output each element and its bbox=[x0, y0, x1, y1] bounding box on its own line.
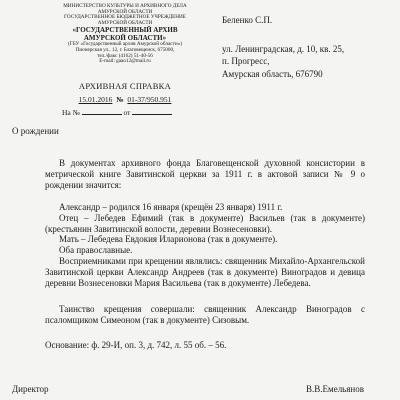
faith-line: Оба православные. bbox=[59, 245, 133, 255]
clergy-paragraph: Таинство крещения совершали: священник Александр Виноградов с псаломщиком Симеоном (так в документе) Сизовым. bbox=[45, 304, 365, 325]
letterhead-institution-type: ГОСУДАРСТВЕННОЕ БЮДЖЕТНОЕ УЧРЕЖДЕНИЕ bbox=[64, 14, 186, 21]
na-blank bbox=[82, 107, 122, 115]
signature-name: В.В.Емельянов bbox=[306, 384, 364, 394]
document-title: АРХИВНАЯ СПРАВКА bbox=[78, 81, 172, 91]
document-number: 01-37/950.951 bbox=[127, 95, 172, 104]
recipient-region: Амурская область, 676790 bbox=[222, 68, 323, 79]
recipient-name: Беленко С.П. bbox=[222, 15, 273, 25]
letterhead-institution-region: АМУРСКОЙ ОБЛАСТИ bbox=[97, 19, 153, 26]
child-line: Александр – родился 16 января (крещён 23 января) 1911 г. bbox=[59, 202, 283, 212]
father-line: Отец – Лебедев Ефимий (так в документе) Васильев (так в документе) (крестьянин Завитинской волости, деревни Вознесеновки). bbox=[45, 213, 365, 234]
subject: О рождении bbox=[12, 126, 59, 136]
from-blank bbox=[132, 107, 172, 115]
godparents-paragraph: Восприемниками при крещении являлись: священник Михайло-Архангельской Завитинской церкви Александр Андреев (так в документе) Виноградов и девица деревни Вознесеновки Мария Васильева (так в документе) Лебедева. bbox=[45, 256, 365, 288]
letterhead-archive-name: «ГОСУДАРСТВЕННЫЙ АРХИВ bbox=[72, 26, 178, 35]
from-label: от bbox=[123, 108, 131, 117]
recipient-block bbox=[222, 14, 392, 80]
basis-line: Основание: ф. 29-И, оп. 3, д. 742, л. 55 об. – 56. bbox=[45, 340, 227, 350]
mother-line: Мать – Лебедева Евдокия Иларионова (так в документе). bbox=[59, 234, 278, 244]
letterhead-archive-region: АМУРСКОЙ ОБЛАСТИ» bbox=[83, 34, 167, 43]
registration-line bbox=[55, 95, 195, 104]
document-date: 15.01.2016 bbox=[78, 95, 113, 104]
intro-paragraph: В документах архивного фонда Благовещенской духовной консистории в метрической книге Завитинской церкви за 1911 г. в актовой записи № 9 о рождении значится: bbox=[45, 158, 365, 190]
reference-line bbox=[62, 107, 192, 117]
recipient-city: п. Прогресс, bbox=[222, 56, 270, 66]
letterhead bbox=[55, 4, 195, 65]
letterhead-phone: тел./факс (4162) 51-40-56 bbox=[97, 52, 153, 59]
number-label: № bbox=[116, 95, 124, 104]
letterhead-email: E-mail: gaao12@mail.ru bbox=[99, 58, 151, 65]
signature-position: Директор bbox=[12, 384, 49, 394]
letterhead-ministry: МИНИСТЕРСТВО КУЛЬТУРЫ И АРХИВНОГО ДЕЛА bbox=[63, 3, 187, 9]
recipient-street: ул. Ленинградская, д. 10, кв. 25, bbox=[222, 43, 345, 54]
letterhead-address: Пионерская ул., 12, г. Благовещенск, 675000, bbox=[75, 46, 175, 53]
letterhead-ministry-region: АМУРСКОЙ ОБЛАСТИ bbox=[97, 8, 153, 15]
letterhead-short-name: (ГБУ «Государственный архив Амурской области») bbox=[68, 41, 182, 48]
na-label: На № bbox=[62, 108, 80, 117]
